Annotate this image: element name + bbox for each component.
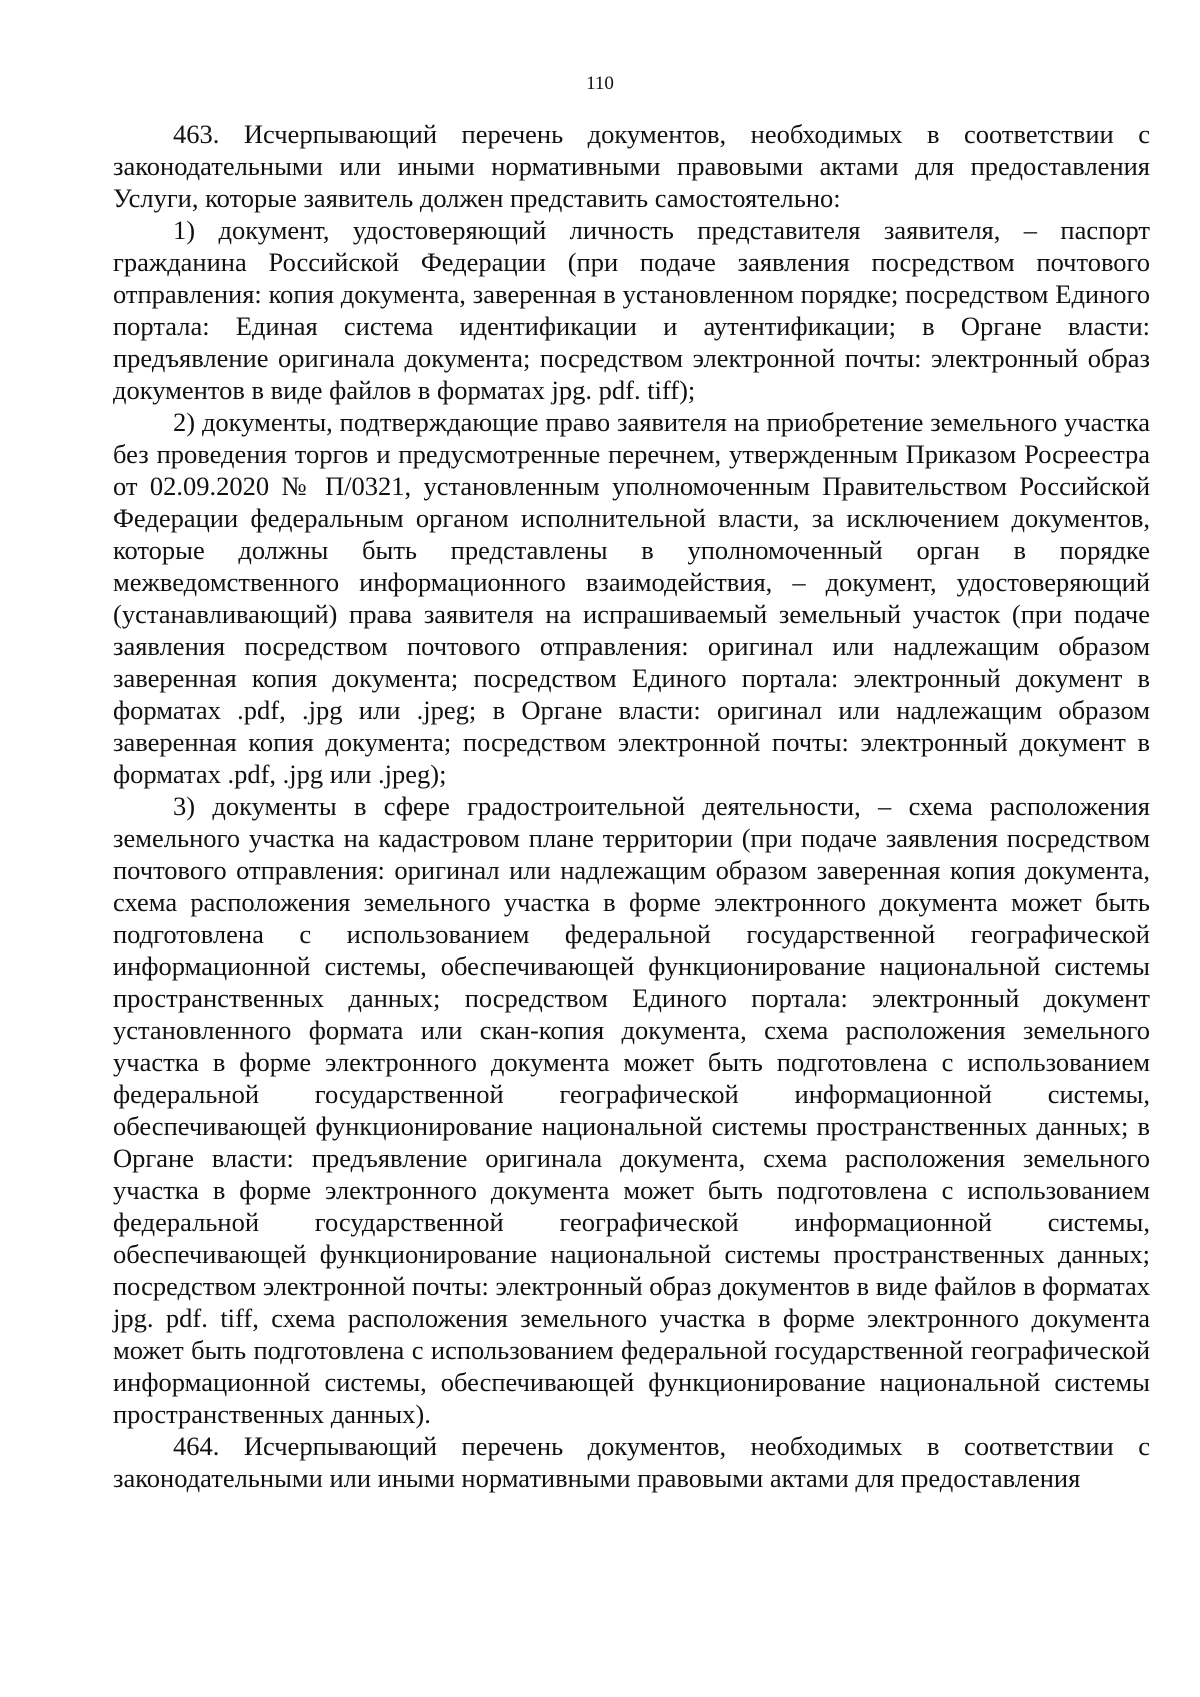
document-body <box>113 118 1150 1494</box>
paragraph-item-3: 3) документы в сфере градостроительной деятельности, – схема расположения земельного участка на кадастровом плане территории (при подаче заявления посредством почтового отправления: оригинал или надлежащим образом заверенная копия документа, схема расположения земельного участка в форме электронного документа может быть подготовлена с использованием федеральной государственной географической информационной системы, обеспечивающей функционирование национальной системы пространственных данных; посредством Единого портала: электронный документ установленного формата или скан-копия документа, схема расположения земельного участка в форме электронного документа может быть подготовлена с использованием федеральной государственной географической информационной системы, обеспечивающей функционирование национальной системы пространственных данных; в Органе власти: предъявление оригинала документа, схема расположения земельного участка в форме электронного документа может быть подготовлена с использованием федеральной государственной географической информационной системы, обеспечивающей функционирование национальной системы пространственных данных; посредством электронной почты: электронный образ документов в виде файлов в форматах jpg. pdf. tiff, схема расположения земельного участка в форме электронного документа может быть подготовлена с использованием федеральной государственной географической информационной системы, обеспечивающей функционирование национальной системы пространственных данных). <box>113 791 1150 1429</box>
paragraph-item-1: 1) документ, удостоверяющий личность представителя заявителя, – паспорт гражданина Российской Федерации (при подаче заявления посредством почтового отправления: копия документа, заверенная в установленном порядке; посредством Единого портала: Единая система идентификации и аутентификации; в Органе власти: предъявление оригинала документа; посредством электронной почты: электронный образ документов в виде файлов в форматах jpg. pdf. tiff); <box>113 215 1150 405</box>
paragraph-item-2: 2) документы, подтверждающие право заявителя на приобретение земельного участка без проведения торгов и предусмотренные перечнем, утвержденным Приказом Росреестра от 02.09.2020 № П/0321, установленным уполномоченным Правительством Российской Федерации федеральным органом исполнительной власти, за исключением документов, которые должны быть представлены в уполномоченный орган в порядке межведомственного информационного взаимодействия, – документ, удостоверяющий (устанавливающий) права заявителя на испрашиваемый земельный участок (при подаче заявления посредством почтового отправления: оригинал или надлежащим образом заверенная копия документа; посредством Единого портала: электронный документ в форматах .pdf, .jpg или .jpeg; в Органе власти: оригинал или надлежащим образом заверенная копия документа; посредством электронной почты: электронный документ в форматах .pdf, .jpg или .jpeg); <box>113 407 1150 789</box>
page-number: 110 <box>586 73 614 94</box>
paragraph-463-heading: 463. Исчерпывающий перечень документов, необходимых в соответствии с законодательными или иными нормативными правовыми актами для предоставления Услуги, которые заявитель должен представить самостоятельно: <box>113 119 1150 213</box>
paragraph-464-heading: 464. Исчерпывающий перечень документов, необходимых в соответствии с законодательными или иными нормативными правовыми актами для предоставления <box>113 1431 1150 1493</box>
